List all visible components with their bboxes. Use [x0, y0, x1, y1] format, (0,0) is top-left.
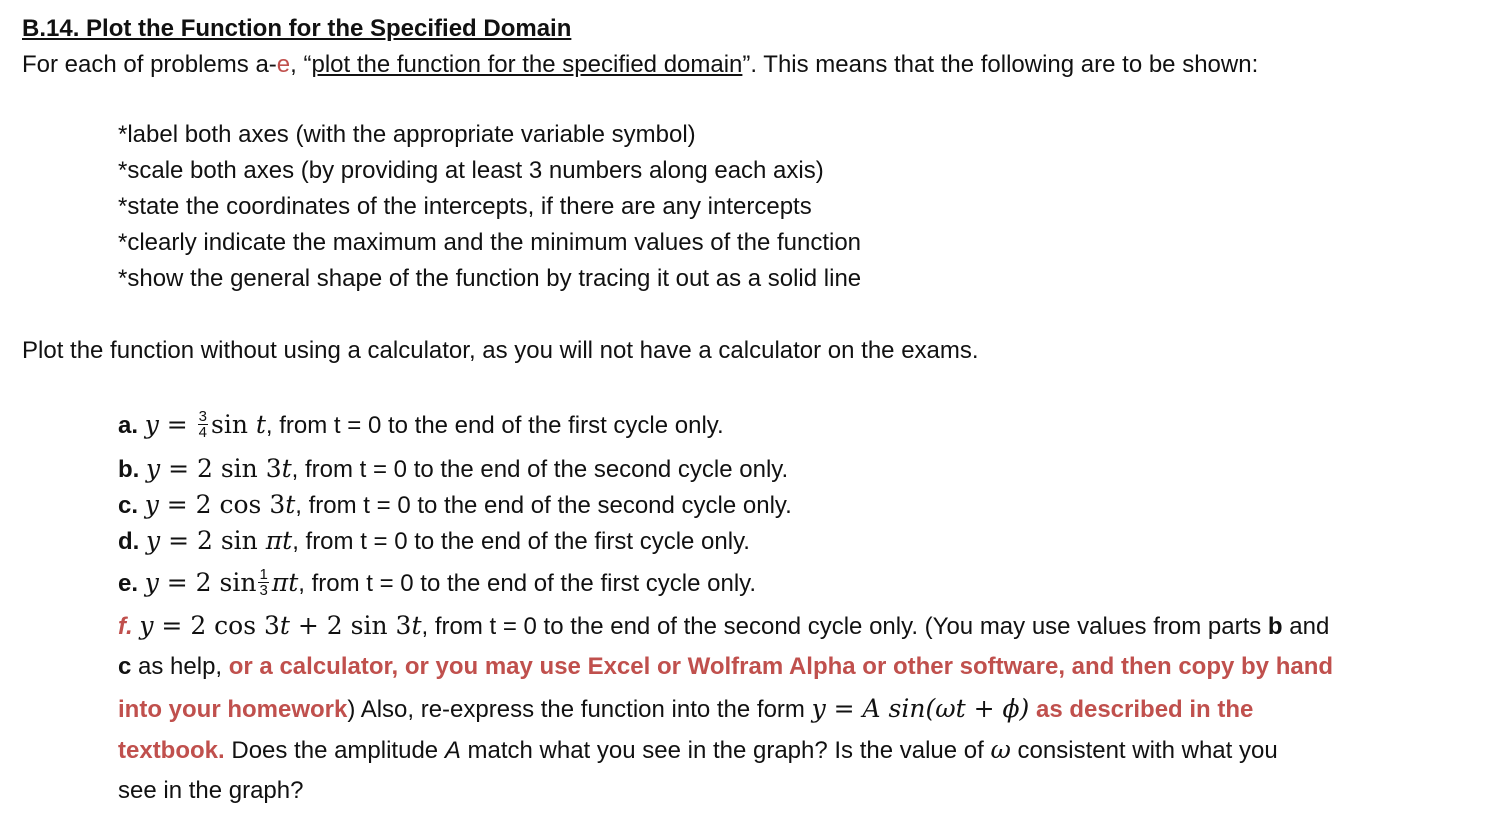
problem-f-red-2: into your homework: [118, 696, 348, 723]
problem-f-var-1: t: [279, 611, 290, 640]
problem-f-lhs: y =: [139, 611, 191, 640]
problem-f-text-2: and: [1282, 613, 1330, 640]
intro-letter-e: e: [276, 51, 291, 78]
problem-c-label: c.: [118, 492, 139, 519]
problem-f-text-7: consistent with what you: [1010, 737, 1278, 764]
problem-f-ref-b: b: [1267, 613, 1283, 640]
problem-f-ref-c: c: [118, 653, 132, 680]
problem-c-text: , from t = 0 to the end of the second cycle only.: [295, 492, 792, 519]
problem-a-label: a.: [118, 412, 139, 439]
problem-f-text-4: ) Also, re-express the function into the form: [347, 696, 812, 723]
problem-e-fraction: [258, 567, 268, 598]
page-title: B.14. Plot the Function for the Specified Domain: [22, 15, 572, 42]
problem-a-var: t: [255, 410, 266, 439]
problem-f-text-8: see in the graph?: [118, 777, 304, 804]
intro-quote-open: , “: [290, 51, 312, 78]
problem-f-text-1: , from t = 0 to the end of the second cycle only. (You may use values from parts: [421, 613, 1268, 640]
problem-d-rhs: 2 sin: [196, 526, 266, 555]
problem-b-label: b.: [118, 456, 140, 483]
intro-text-start: For each of problems a-: [22, 51, 277, 78]
fraction-numerator: 1: [259, 566, 268, 584]
problem-d-var: πt: [265, 526, 293, 555]
problem-f: [118, 611, 1329, 642]
problem-c: [118, 490, 792, 521]
instruction-text: Plot the function without using a calculator, as you will not have a calculator on the exams.: [22, 337, 979, 364]
problem-f-omega: ω: [990, 735, 1011, 764]
problem-f-label: f.: [118, 613, 133, 640]
requirement-item: *state the coordinates of the intercepts, if there are any intercepts: [118, 193, 812, 220]
requirement-item: *clearly indicate the maximum and the minimum values of the function: [118, 229, 862, 256]
problem-a-fraction: [198, 409, 208, 440]
problem-c-rhs: 2 cos 3: [195, 490, 286, 519]
problem-d-label: d.: [118, 528, 140, 555]
problem-b: [118, 454, 788, 485]
requirement-item: *show the general shape of the function by tracing it out as a solid line: [118, 265, 862, 292]
problem-f-amp-var: A: [444, 737, 461, 764]
fraction-numerator: 3: [198, 408, 207, 426]
problem-e-lhs: y =: [144, 568, 196, 597]
requirement-item: *label both axes (with the appropriate variable symbol): [118, 121, 696, 148]
problem-e-rhs: 2 sin: [195, 568, 257, 597]
problem-f-continued: [118, 776, 303, 806]
problem-e: [118, 568, 756, 600]
intro-underlined-phrase: plot the function for the specified domain: [311, 51, 743, 78]
problem-d: [118, 526, 750, 557]
problem-f-continued: [118, 652, 1333, 682]
problem-f-text-3: as help,: [131, 653, 229, 680]
problem-f-red-3: as described in the: [1029, 696, 1254, 723]
problem-d-lhs: y =: [146, 526, 197, 555]
intro-text-end: ”. This means that the following are to be shown:: [742, 51, 1259, 78]
problem-b-rhs: 2 sin 3: [196, 454, 282, 483]
problem-d-text: , from t = 0 to the end of the first cycle only.: [292, 528, 750, 555]
intro-paragraph: [22, 50, 1258, 80]
problem-a-lhs: y =: [144, 410, 196, 439]
problem-f-continued: [118, 735, 1278, 766]
problem-e-text: , from t = 0 to the end of the first cycle only.: [298, 570, 757, 597]
problem-e-var: πt: [271, 568, 299, 597]
problem-f-var-2: t: [411, 611, 422, 640]
problem-f-red-4: textbook.: [118, 737, 225, 764]
problem-c-var: t: [285, 490, 296, 519]
problem-b-lhs: y =: [146, 454, 197, 483]
problem-a-text: , from t = 0 to the end of the first cycle only.: [265, 412, 724, 439]
problem-a-fn: sin: [211, 410, 256, 439]
problem-e-label: e.: [118, 570, 139, 597]
problem-b-text: , from t = 0 to the end of the second cycle only.: [291, 456, 789, 483]
problem-c-lhs: y =: [144, 490, 196, 519]
requirement-item: *scale both axes (by providing at least 3 numbers along each axis): [118, 157, 824, 184]
fraction-denominator: 4: [198, 424, 207, 442]
problem-f-rhs-1: 2 cos 3: [190, 611, 280, 640]
problem-f-form: y = A sin(ωt + ϕ): [811, 694, 1030, 723]
problem-f-rhs-2: + 2 sin 3: [289, 611, 412, 640]
fraction-denominator: 3: [259, 582, 268, 600]
problem-b-var: t: [281, 454, 292, 483]
problem-f-text-6: match what you see in the graph? Is the value of: [460, 737, 991, 764]
problem-a: [118, 410, 724, 442]
problem-f-red-1: or a calculator, or you may use Excel or Wolfram Alpha or other software, and then copy by hand: [228, 653, 1334, 680]
problem-f-continued: [118, 694, 1253, 725]
problem-f-text-5: Does the amplitude: [224, 737, 445, 764]
